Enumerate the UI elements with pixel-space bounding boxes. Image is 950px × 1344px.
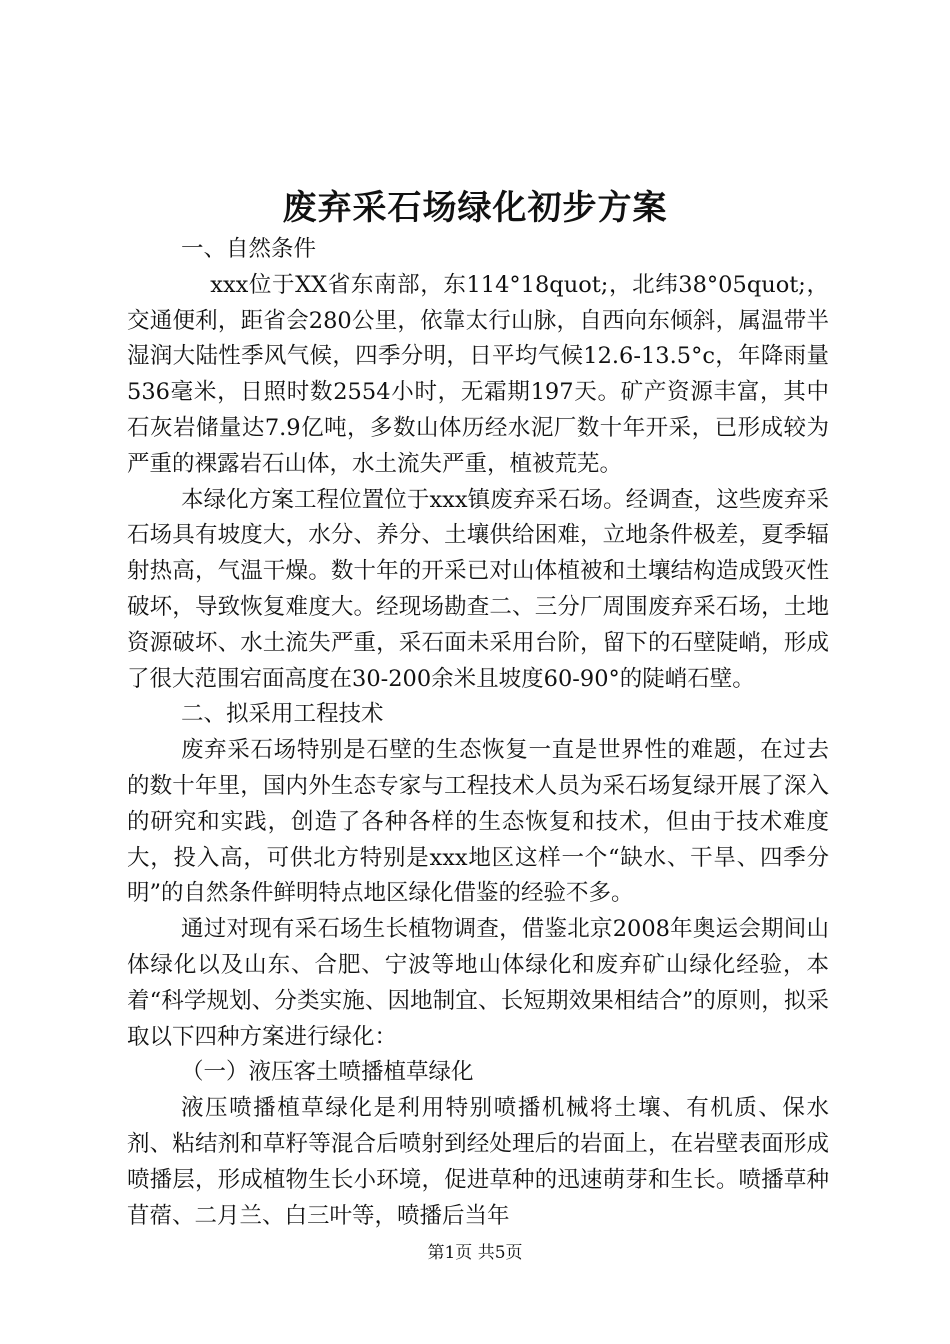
paragraph-hydroseeding: 液压喷播植草绿化是利用特别喷播机械将土壤、有机质、保水剂、粘结剂和草籽等混合后喷射到经处理后的岩面上，在岩壁表面形成喷播层，形成植物生长小环境，促进草种的迅速萌芽和生长。喷播草种苜蓿、二月兰、白三叶等，喷播后当年: [127, 1095, 829, 1229]
subsection-heading-hydroseeding: （一）液压客土喷播植草绿化: [181, 1059, 474, 1086]
document-title: 废弃采石场绿化初步方案: [282, 188, 668, 228]
paragraph-natural-conditions: xxx位于XX省东南部，东114°18quot;，北纬38°05quot;，交通便利，距省会280公里，依靠太行山脉，自西向东倾斜，属温带半湿润大陆性季风气候，四季分明，日平均气候12.6-13.5°c，年降雨量536毫米，日照时数2554小时，无霜期197天。矿产资源丰富，其中石灰岩储量达7.9亿吨，多数山体历经水泥厂数十年开采，已形成较为严重的裸露岩石山体，水土流失严重，植被荒芜。: [127, 271, 829, 477]
document-body: [127, 232, 829, 1234]
section-heading-engineering-techniques: 二、拟采用工程技术: [181, 701, 384, 728]
section-heading-natural-conditions: 一、自然条件: [181, 236, 317, 262]
page-footer: 第1页 共5页: [427, 1243, 523, 1263]
paragraph-restoration-challenge: 废弃采石场特别是石壁的生态恢复一直是世界性的难题，在过去的数十年里，国内外生态专家与工程技术人员为采石场复绿开展了深入的研究和实践，创造了各种各样的生态恢复和技术，但由于技术难度大，投入高，可供北方特别是xxx地区这样一个“缺水、干旱、四季分明”的自然条件鲜明特点地区绿化借鉴的经验不多。: [127, 737, 829, 907]
paragraph-plan-approach: 通过对现有采石场生长植物调查，借鉴北京2008年奥运会期间山体绿化以及山东、合肥、宁波等地山体绿化和废弃矿山绿化经验，本着“科学规划、分类实施、因地制宜、长短期效果相结合”的原则，拟采取以下四种方案进行绿化：: [127, 916, 829, 1050]
paragraph-project-location: 本绿化方案工程位置位于xxx镇废弃采石场。经调查，这些废弃采石场具有坡度大，水分、养分、土壤供给困难，立地条件极差，夏季辐射热高，气温干燥。数十年的开采已对山体植被和土壤结构造成毁灭性破坏，导致恢复难度大。经现场勘查二、三分厂周围废弃采石场，土地资源破坏、水土流失严重，采石面未采用台阶，留下的石壁陡峭，形成了很大范围宕面高度在30-200余米且坡度60-90°的陡峭石壁。: [127, 486, 829, 692]
